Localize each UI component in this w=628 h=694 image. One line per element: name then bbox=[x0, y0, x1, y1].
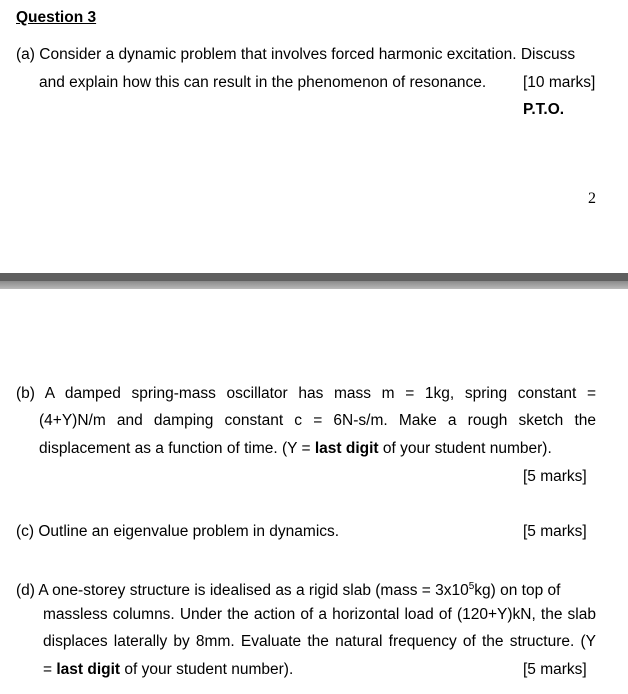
pto-label: P.T.O. bbox=[523, 101, 565, 118]
part-d-line3: displaces laterally by 8mm. Evaluate the natural frequency of the structure. (Y bbox=[43, 633, 596, 650]
part-d-line1: (d) A one-storey structure is idealised as a rigid slab (mass = $3x10^5kg$) on top of bbox=[16, 581, 561, 600]
question-title: Question 3 bbox=[16, 9, 97, 26]
part-a-line1: (a) Consider a dynamic problem that involves forced harmonic excitation. Discuss bbox=[16, 46, 576, 63]
part-d-line4: = last digit of your student number). bbox=[43, 661, 294, 678]
part-b-marks: [5 marks] bbox=[523, 468, 587, 485]
page-number: 2 bbox=[588, 190, 596, 207]
part-b-line3: displacement as a function of time. (Y = last digit of your student number). bbox=[39, 440, 552, 457]
part-b-line1: (b) A damped spring-mass oscillator has mass m = 1kg, spring constant = bbox=[16, 385, 596, 402]
part-b-bold-last-digit: last digit bbox=[314, 440, 379, 457]
part-c-marks: [5 marks] bbox=[523, 523, 587, 540]
part-b-line2: (4+Y)N/m and damping constant c = 6N-s/m. Make a rough sketch the bbox=[39, 412, 596, 429]
part-d-bold-last-digit: last digit bbox=[56, 661, 121, 678]
part-d-line2: massless columns. Under the action of a horizontal load of (120+Y)kN, the slab bbox=[43, 606, 596, 623]
part-c-text: (c) Outline an eigenvalue problem in dynamics. bbox=[16, 523, 340, 540]
part-d-superscript: 5 bbox=[468, 581, 475, 592]
part-a-line2: and explain how this can result in the phenomenon of resonance. bbox=[39, 74, 487, 91]
part-a-marks: [10 marks] bbox=[523, 74, 596, 91]
page-separator bbox=[0, 273, 628, 289]
part-d-marks: [5 marks] bbox=[523, 661, 587, 678]
